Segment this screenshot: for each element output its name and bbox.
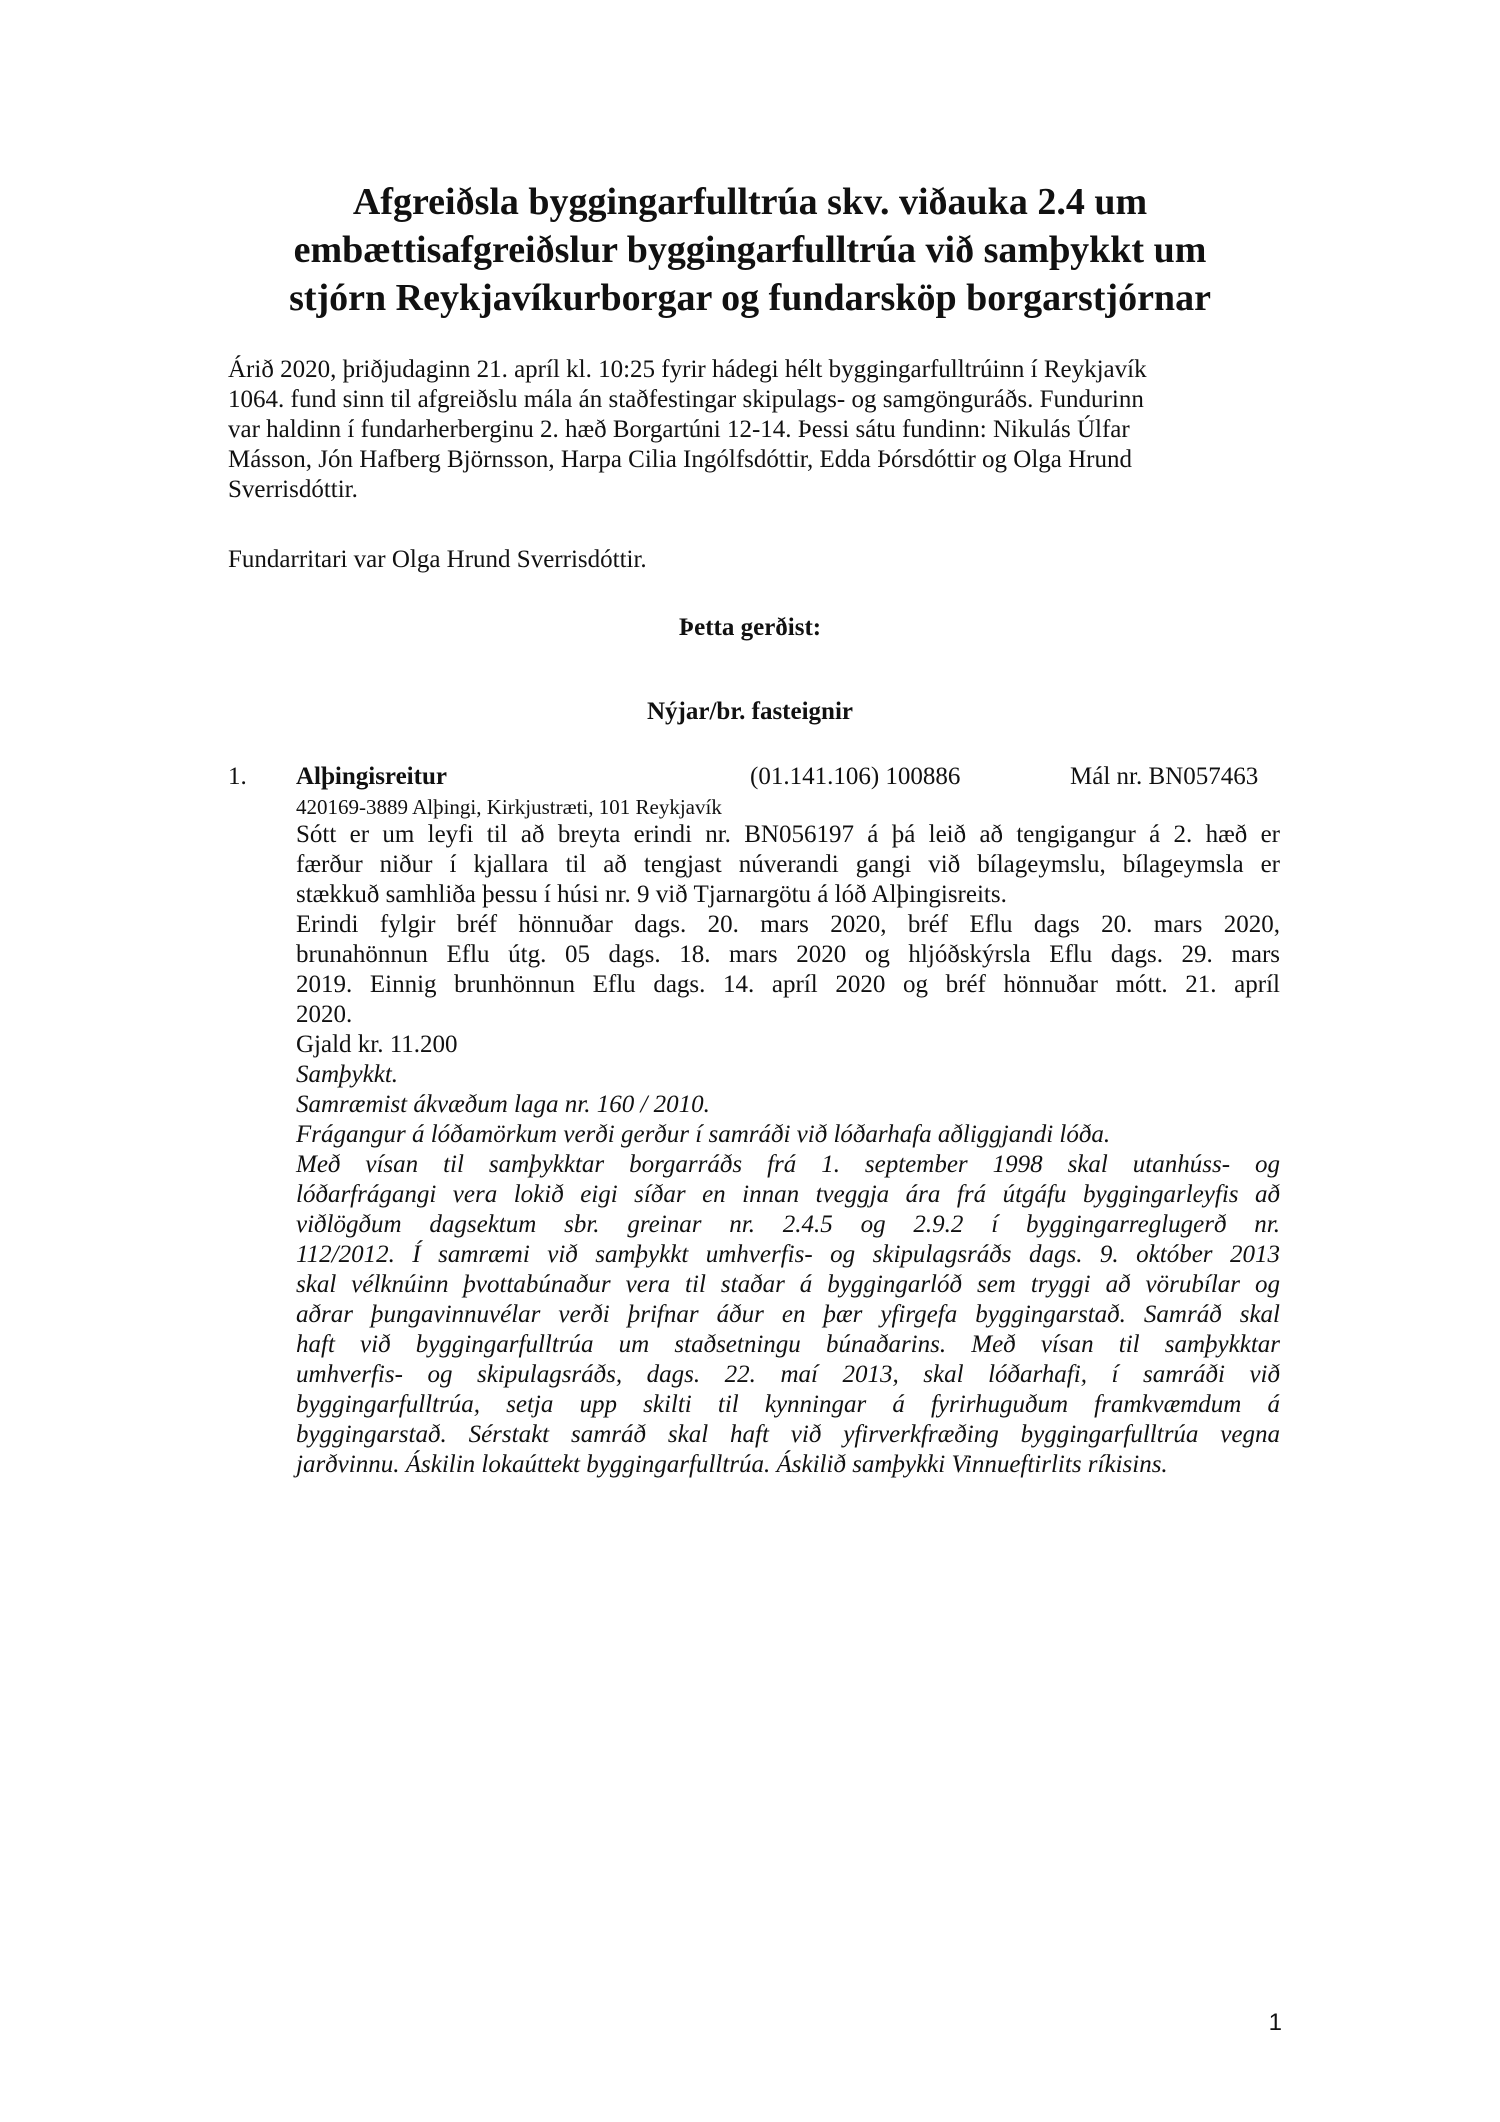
condition-line: skal vélknúinn þvottabúnaður vera til staðar á byggingarlóð sem tryggi að vörubílar og (296, 1271, 1280, 1298)
title-line: stjórn Reykjavíkurborgar og fundarsköp borgarstjórnar (289, 277, 1211, 319)
intro-line: Árið 2020, þriðjudaginn 21. apríl kl. 10:25 fyrir hádegi hélt byggingarfulltrúinn í Reykjavík (228, 356, 1147, 383)
condition-line: lóðarfrágangi vera lokið eigi síðar en innan tveggja ára frá útgáfu byggingarleyfis að (296, 1181, 1280, 1208)
case-attachments (296, 910, 1280, 1030)
intro-line: var haldinn í fundarherberginu 2. hæð Borgartúni 12-14. Þessi sátu fundinn: Nikulás Úlfar (228, 416, 1130, 443)
case-decision: Samþykkt. (296, 1061, 399, 1088)
description-line: stækkuð samhliða þessu í húsi nr. 9 við Tjarnargötu á lóð Alþingisreits. (296, 881, 1007, 908)
condition-line: byggingarstað. Sérstakt samráð skal haft við yfirverkfræðing byggingarfulltrúa vegna (296, 1421, 1280, 1448)
meeting-secretary: Fundarritari var Olga Hrund Sverrisdóttir. (228, 546, 647, 573)
condition-line: viðlögðum dagsektum sbr. greinar nr. 2.4.5 og 2.9.2 í byggingarreglugerð nr. (296, 1211, 1280, 1238)
condition-line: jarðvinnu. Áskilin lokaúttekt byggingarfulltrúa. Áskilið samþykki Vinnueftirlits ríkisins. (296, 1451, 1168, 1478)
property-id: (01.141.106) 100886 (750, 763, 961, 790)
attachment-line: Erindi fylgir bréf hönnuðar dags. 20. mars 2020, bréf Eflu dags 20. mars 2020, (296, 911, 1280, 938)
condition-line: Með vísan til samþykktar borgarráðs frá 1. september 1998 skal utanhúss- og (296, 1151, 1280, 1178)
case-fee: Gjald kr. 11.200 (296, 1031, 458, 1058)
title-line: embættisafgreiðslur byggingarfulltrúa við samþykkt um (293, 229, 1207, 271)
intro-line: Másson, Jón Hafberg Björnsson, Harpa Cilia Ingólfsdóttir, Edda Þórsdóttir og Olga Hrund (228, 446, 1132, 473)
case-description (296, 820, 1280, 910)
subsection-heading: Nýjar/br. fasteignir (647, 698, 853, 725)
document-title (200, 178, 1300, 322)
attachment-line: 2019. Einnig brunhönnun Eflu dags. 14. apríl 2020 og bréf hönnuðar mótt. 21. apríl (296, 971, 1280, 998)
condition-line: aðrar þungavinnuvélar verði þrifnar áður en þær yfirgefa byggingarstað. Samráð skal (296, 1301, 1280, 1328)
intro-line: Sverrisdóttir. (228, 476, 358, 503)
intro-line: 1064. fund sinn til afgreiðslu mála án staðfestingar skipulags- og samgönguráðs. Fundurinn (228, 386, 1144, 413)
description-line: Sótt er um leyfi til að breyta erindi nr. BN056197 á þá leið að tengigangur á 2. hæð er (296, 821, 1280, 848)
case-no: Mál nr. BN057463 (1070, 763, 1259, 790)
attachment-line: brunahönnun Eflu útg. 05 dags. 18. mars 2020 og hljóðskýrsla Eflu dags. 29. mars (296, 941, 1280, 968)
description-line: færður niður í kjallara til að tengjast núverandi gangi við bílageymslu, bílageymsla er (296, 851, 1280, 878)
case-body (296, 820, 1280, 1480)
condition-line: Samræmist ákvæðum laga nr. 160 / 2010. (296, 1091, 710, 1118)
case-address: 420169-3889 Alþingi, Kirkjustræti, 101 Reykjavík (296, 795, 722, 819)
section-heading: Þetta gerðist: (678, 614, 822, 641)
case-number: 1. (228, 763, 247, 790)
title-line: Afgreiðsla byggingarfulltrúa skv. viðauka 2.4 um (352, 181, 1148, 223)
page-number: 1 (1268, 2009, 1282, 2036)
case-name: Alþingisreitur (296, 763, 447, 790)
case-header (228, 762, 1278, 792)
meeting-intro (228, 355, 1278, 505)
condition-line: Frágangur á lóðamörkum verði gerður í samráði við lóðarhafa aðliggjandi lóða. (296, 1121, 1111, 1148)
condition-line: umhverfis- og skipulagsráðs, dags. 22. maí 2013, skal lóðarhafi, í samráði við (296, 1361, 1280, 1388)
condition-line: haft við byggingarfulltrúa um staðsetningu búnaðarins. Með vísan til samþykktar (296, 1331, 1280, 1358)
condition-line: 112/2012. Í samræmi við samþykkt umhverfis- og skipulagsráðs dags. 9. október 2013 (296, 1241, 1280, 1268)
condition-line: byggingarfulltrúa, setja upp skilti til kynningar á fyrirhuguðum framkvæmdum á (296, 1391, 1280, 1418)
attachment-line: 2020. (296, 1001, 353, 1028)
case-conditions (296, 1150, 1280, 1480)
